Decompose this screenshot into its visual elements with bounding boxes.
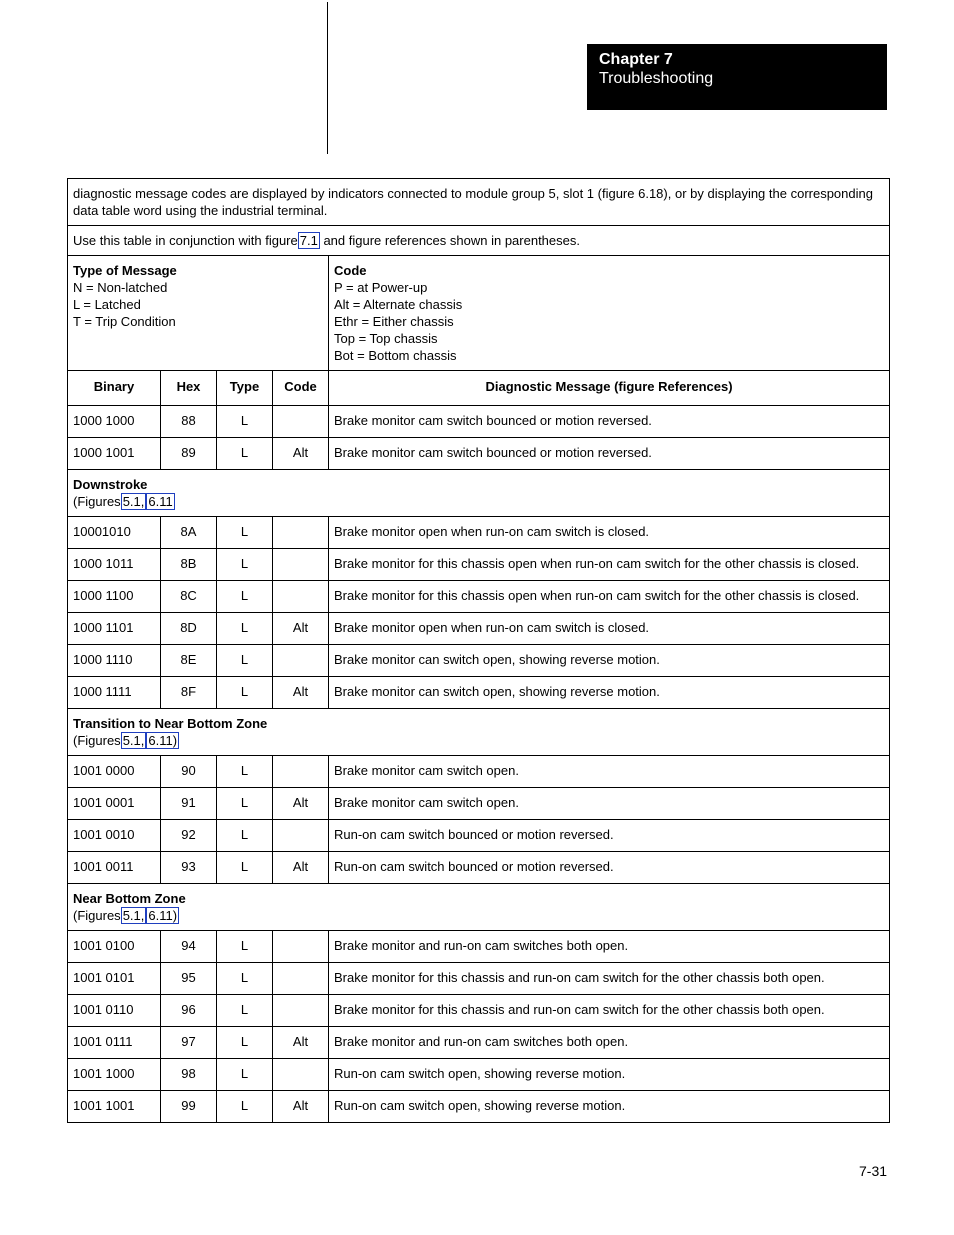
cell-hex: 98 (161, 1059, 217, 1091)
column-header-hex: Hex (161, 371, 217, 406)
column-header-binary: Binary (68, 371, 161, 406)
cell-type: L (217, 549, 273, 581)
table-row (68, 438, 890, 470)
cell-hex: 91 (161, 788, 217, 820)
table-row (68, 1027, 890, 1059)
cell-message: Brake monitor for this chassis open when run-on cam switch for the other chassis is closed. (329, 549, 890, 581)
table-row (68, 581, 890, 613)
cell-binary: 1001 0000 (68, 756, 161, 788)
section-title: Transition to Near Bottom Zone (73, 716, 268, 731)
cell-hex: 8B (161, 549, 217, 581)
figure-link[interactable]: 6.11) (148, 733, 178, 748)
cell-binary: 1000 1011 (68, 549, 161, 581)
section-figures-prefix: (Figures (73, 494, 121, 509)
code-legend-item: Top = Top chassis (334, 331, 438, 346)
table-row (68, 788, 890, 820)
cell-hex: 8D (161, 613, 217, 645)
cell-type: L (217, 788, 273, 820)
cell-binary: 1001 0010 (68, 820, 161, 852)
cell-type: L (217, 677, 273, 709)
cell-hex: 8E (161, 645, 217, 677)
usage-note (68, 226, 890, 256)
cell-binary: 1000 1100 (68, 581, 161, 613)
table-row (68, 517, 890, 549)
cell-type: L (217, 963, 273, 995)
table-row (68, 995, 890, 1027)
cell-message: Brake monitor open when run-on cam switch is closed. (329, 517, 890, 549)
table-row (68, 852, 890, 884)
page-number: 7-31 (859, 1163, 888, 1179)
figure-link[interactable]: 5.1, (122, 494, 145, 509)
section-header-row (68, 709, 890, 756)
cell-code (273, 1059, 329, 1091)
code-legend-item: P = at Power-up (334, 280, 428, 295)
code-legend-title: Code (334, 263, 367, 278)
table-row (68, 1091, 890, 1123)
cell-code: Alt (273, 677, 329, 709)
code-legend (329, 256, 890, 371)
cell-binary: 1001 0110 (68, 995, 161, 1027)
chapter-number: Chapter 7 (599, 51, 673, 68)
section-figures-prefix: (Figures (73, 733, 121, 748)
cell-binary: 1000 1001 (68, 438, 161, 470)
intro-text: diagnostic message codes are displayed by indicators connected to module group 5, slot 1 (figure 6.18), or by displaying the corresponding data table word using the industrial terminal. (68, 179, 890, 226)
cell-message: Brake monitor can switch open, showing reverse motion. (329, 677, 890, 709)
cell-message: Brake monitor for this chassis open when run-on cam switch for the other chassis is closed. (329, 581, 890, 613)
cell-code (273, 995, 329, 1027)
cell-hex: 94 (161, 931, 217, 963)
section-title: Near Bottom Zone (73, 891, 186, 906)
cell-binary: 1000 1101 (68, 613, 161, 645)
cell-code: Alt (273, 438, 329, 470)
cell-hex: 90 (161, 756, 217, 788)
cell-message: Brake monitor and run-on cam switches both open. (329, 931, 890, 963)
table-row (68, 756, 890, 788)
cell-code (273, 931, 329, 963)
cell-code (273, 517, 329, 549)
code-legend-item: Bot = Bottom chassis (334, 348, 457, 363)
cell-code (273, 756, 329, 788)
cell-code (273, 549, 329, 581)
code-legend-item: Alt = Alternate chassis (334, 297, 463, 312)
cell-code: Alt (273, 1091, 329, 1123)
usage-before: Use this table in conjunction with figure (73, 233, 298, 248)
section-header (68, 470, 890, 517)
table-row (68, 820, 890, 852)
margin-rule (327, 2, 328, 154)
figure-link[interactable]: 6.11 (148, 494, 173, 509)
section-header-row (68, 470, 890, 517)
cell-hex: 92 (161, 820, 217, 852)
cell-type: L (217, 517, 273, 549)
table-row (68, 677, 890, 709)
figure-link[interactable]: 6.11) (148, 908, 178, 923)
cell-type: L (217, 1027, 273, 1059)
cell-binary: 10001010 (68, 517, 161, 549)
table-row (68, 1059, 890, 1091)
section-header (68, 884, 890, 931)
section-title: Downstroke (73, 477, 148, 492)
cell-hex: 8A (161, 517, 217, 549)
table-row (68, 963, 890, 995)
cell-type: L (217, 1059, 273, 1091)
chapter-title: Troubleshooting (599, 70, 714, 87)
cell-message: Brake monitor cam switch bounced or motion reversed. (329, 406, 890, 438)
table-row (68, 549, 890, 581)
type-legend-item: N = Non-latched (73, 280, 168, 295)
usage-row (68, 226, 890, 256)
column-header-message: Diagnostic Message (figure References) (329, 371, 890, 406)
cell-hex: 8F (161, 677, 217, 709)
section-header-row (68, 884, 890, 931)
cell-code: Alt (273, 788, 329, 820)
cell-code (273, 581, 329, 613)
cell-message: Brake monitor and run-on cam switches both open. (329, 1027, 890, 1059)
table-row (68, 645, 890, 677)
cell-hex: 93 (161, 852, 217, 884)
figure-link-7-1[interactable]: 7.1 (299, 233, 318, 248)
legend-row (68, 256, 890, 371)
cell-binary: 1000 1000 (68, 406, 161, 438)
cell-message: Brake monitor open when run-on cam switch is closed. (329, 613, 890, 645)
cell-code: Alt (273, 613, 329, 645)
cell-binary: 1000 1110 (68, 645, 161, 677)
cell-type: L (217, 1091, 273, 1123)
cell-type: L (217, 995, 273, 1027)
cell-message: Brake monitor for this chassis and run-on cam switch for the other chassis both open. (329, 995, 890, 1027)
cell-message: Brake monitor can switch open, showing reverse motion. (329, 645, 890, 677)
cell-binary: 1001 0101 (68, 963, 161, 995)
cell-code (273, 645, 329, 677)
intro-row (68, 179, 890, 226)
cell-message: Run-on cam switch bounced or motion reversed. (329, 852, 890, 884)
cell-type: L (217, 438, 273, 470)
column-header-type: Type (217, 371, 273, 406)
figure-link[interactable]: 5.1, (122, 908, 145, 923)
cell-type: L (217, 852, 273, 884)
section-figures-prefix: (Figures (73, 908, 121, 923)
table-row (68, 406, 890, 438)
cell-type: L (217, 756, 273, 788)
cell-binary: 1001 0001 (68, 788, 161, 820)
column-header-code: Code (273, 371, 329, 406)
cell-message: Brake monitor for this chassis and run-on cam switch for the other chassis both open. (329, 963, 890, 995)
cell-hex: 8C (161, 581, 217, 613)
cell-type: L (217, 613, 273, 645)
cell-binary: 1001 1000 (68, 1059, 161, 1091)
cell-type: L (217, 820, 273, 852)
cell-type: L (217, 406, 273, 438)
type-legend (68, 256, 329, 371)
cell-code (273, 406, 329, 438)
cell-message: Run-on cam switch open, showing reverse motion. (329, 1059, 890, 1091)
cell-code (273, 963, 329, 995)
cell-code: Alt (273, 1027, 329, 1059)
table-row (68, 931, 890, 963)
type-legend-item: L = Latched (73, 297, 141, 312)
cell-type: L (217, 581, 273, 613)
section-header (68, 709, 890, 756)
cell-code (273, 820, 329, 852)
figure-link[interactable]: 5.1, (122, 733, 145, 748)
cell-hex: 99 (161, 1091, 217, 1123)
cell-message: Brake monitor cam switch open. (329, 788, 890, 820)
cell-message: Brake monitor cam switch open. (329, 756, 890, 788)
chapter-header (587, 44, 887, 110)
cell-binary: 1001 0100 (68, 931, 161, 963)
cell-type: L (217, 931, 273, 963)
cell-hex: 96 (161, 995, 217, 1027)
usage-after: and figure references shown in parentheses. (323, 233, 580, 248)
diagnostic-code-table (67, 178, 890, 1123)
cell-binary: 1001 1001 (68, 1091, 161, 1123)
type-legend-title: Type of Message (73, 263, 177, 278)
cell-message: Run-on cam switch bounced or motion reversed. (329, 820, 890, 852)
column-header-row (68, 371, 890, 406)
code-legend-item: Ethr = Either chassis (334, 314, 454, 329)
cell-hex: 97 (161, 1027, 217, 1059)
cell-binary: 1001 0011 (68, 852, 161, 884)
cell-message: Run-on cam switch open, showing reverse motion. (329, 1091, 890, 1123)
cell-hex: 95 (161, 963, 217, 995)
cell-hex: 89 (161, 438, 217, 470)
cell-type: L (217, 645, 273, 677)
cell-hex: 88 (161, 406, 217, 438)
cell-binary: 1000 1111 (68, 677, 161, 709)
cell-code: Alt (273, 852, 329, 884)
cell-message: Brake monitor cam switch bounced or motion reversed. (329, 438, 890, 470)
type-legend-item: T = Trip Condition (73, 314, 176, 329)
cell-binary: 1001 0111 (68, 1027, 161, 1059)
table-row (68, 613, 890, 645)
